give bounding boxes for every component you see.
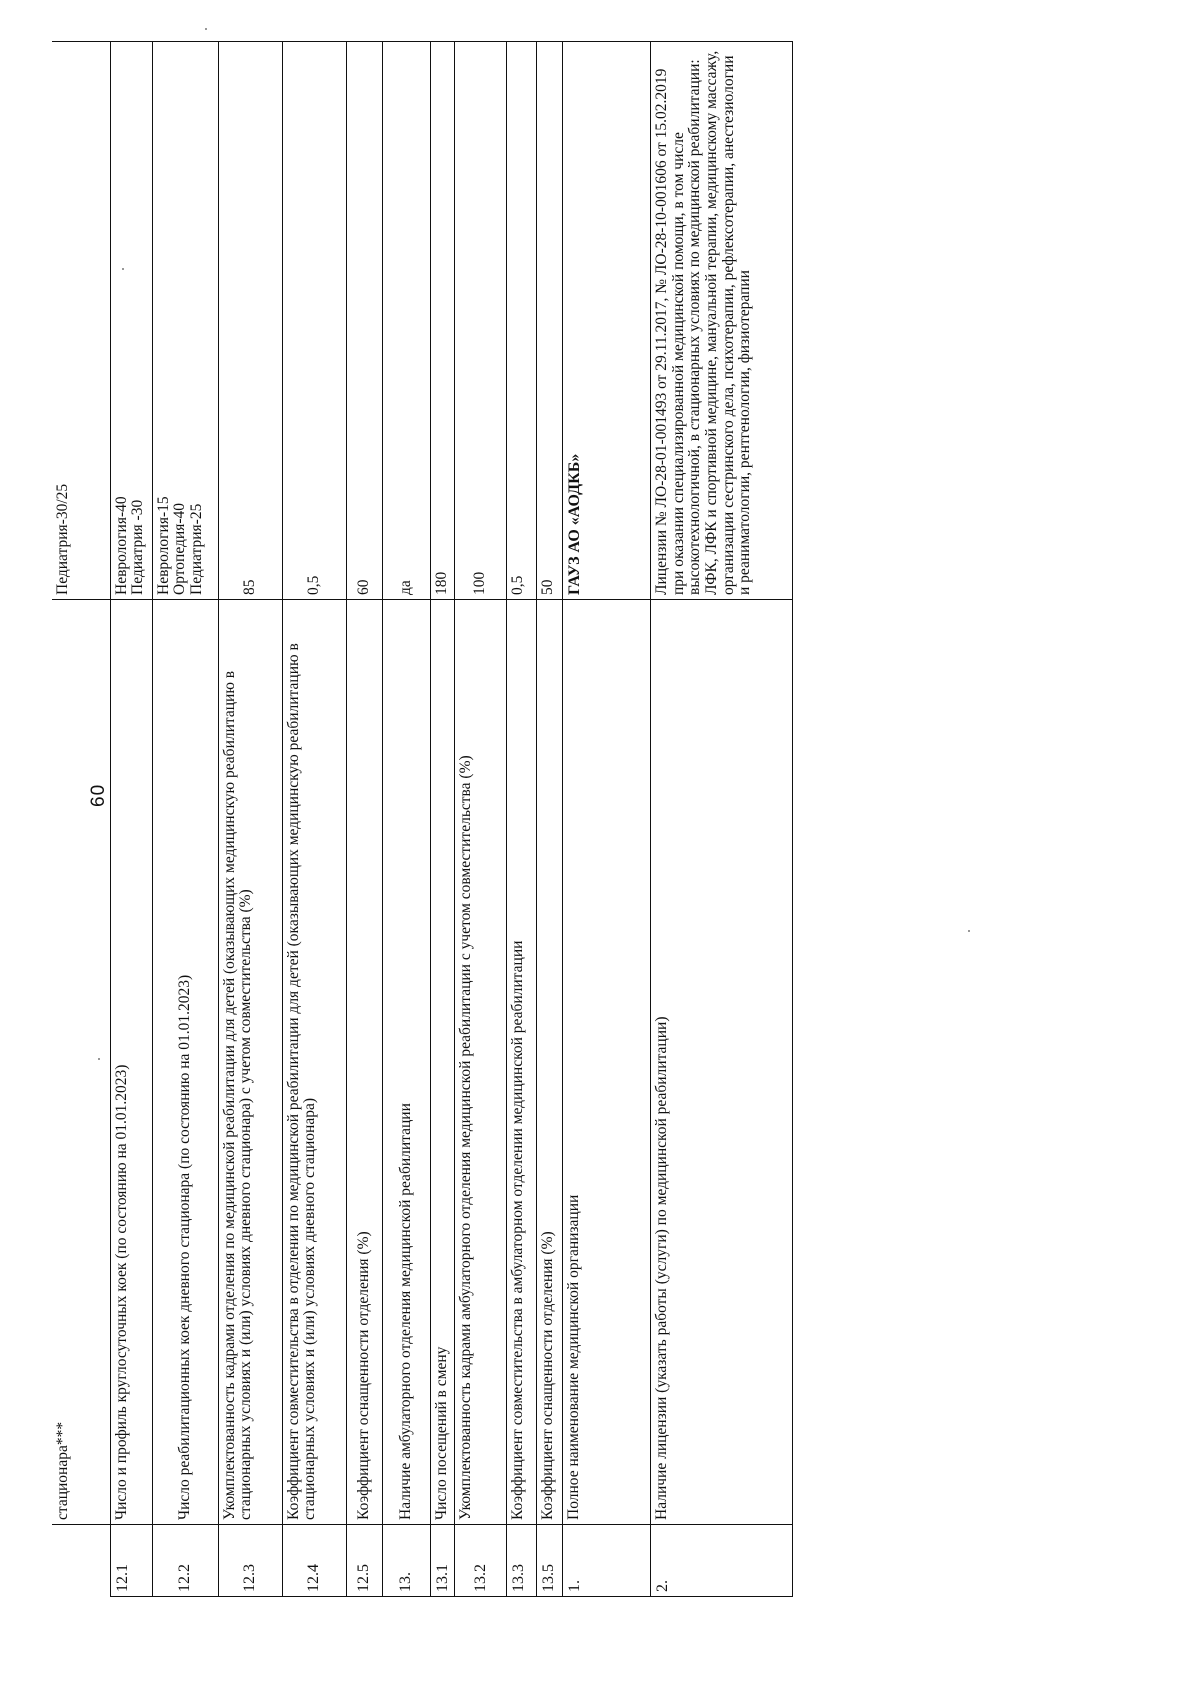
- indicator-cell: Коэффициент совместительства в отделении по медицинской реабилитации для детей (оказывающих медицинскую реабилитацию в стационарных условиях и (или) условиях дневного стационара): [282, 600, 346, 1525]
- row-number: [52, 1525, 110, 1597]
- indicator-cell: Укомплектованность кадрами отделения по медицинской реабилитации для детей (оказывающих медицинскую реабилитацию в стационарных условиях и (или) условиях дневного стационара) с учетом совместительства (%): [218, 600, 282, 1525]
- table-row: [346, 42, 382, 1597]
- table-row: [218, 42, 282, 1597]
- row-number: 13.: [382, 1525, 430, 1597]
- value-line: Ортопедия-40: [171, 502, 189, 595]
- table-row: [562, 42, 650, 1597]
- table-row: [430, 42, 454, 1597]
- indicator-cell: Укомплектованность кадрами амбулаторного отделения медицинской реабилитации с учетом совместительства (%): [454, 600, 506, 1525]
- table-row: [152, 42, 218, 1597]
- table-row: [382, 42, 430, 1597]
- value-line: Педиатрия-25: [187, 503, 205, 595]
- table-row: [110, 42, 152, 1597]
- value-cell: 0,5: [506, 42, 536, 600]
- scan-speck: [968, 930, 970, 932]
- indicator-cell: Полное наименование медицинской организации: [562, 600, 650, 1525]
- value-cell: 60: [346, 42, 382, 600]
- table-row: [52, 42, 110, 1597]
- row-number: 12.4: [282, 1525, 346, 1597]
- organization-name: ГАУЗ АО «АОДКБ»: [562, 42, 650, 600]
- indicator-cell: Наличие лицензии (указать работы (услуги) по медицинской реабилитации): [650, 600, 792, 1525]
- row-number: 13.2: [454, 1525, 506, 1597]
- row-number: 1.: [562, 1525, 650, 1597]
- table-row: [282, 42, 346, 1597]
- rehabilitation-table: [52, 41, 793, 1597]
- value-cell: 50: [536, 42, 562, 600]
- row-number: 12.5: [346, 1525, 382, 1597]
- indicator-cell: Коэффициент оснащенности отделения (%): [346, 600, 382, 1525]
- value-cell: 85: [218, 42, 282, 600]
- value-line: Неврология-15: [154, 496, 172, 595]
- indicator-cell: Число посещений в смену: [430, 600, 454, 1525]
- value-cell: [152, 42, 218, 600]
- row-number: 12.2: [152, 1525, 218, 1597]
- value-cell: 180: [430, 42, 454, 600]
- scan-speck: [98, 1058, 100, 1060]
- license-text: Лицензии № ЛО-28-01-001493 от 29.11.2017, № ЛО-28-10-001606 от 15.02.2019 при оказании специализированной медицинской помощи, в том числе высокотехнологичной, в стационарных условиях по медицинской реабилитации: ЛФК, ЛФК и спортивной медицине, мануальной терапии, медицинскому массажу, организации сестринского дела, психотерапии, рефлексотерапии, анестезиологии и реаниматологии, рентгенологии, физиотерапии: [650, 42, 792, 600]
- value-cell: 100: [454, 42, 506, 600]
- row-number: 2.: [650, 1525, 792, 1597]
- value-cell: Педиатрия-30/25: [52, 42, 110, 600]
- row-number: 12.3: [218, 1525, 282, 1597]
- value-cell: да: [382, 42, 430, 600]
- table-row: [536, 42, 562, 1597]
- indicator-cell: Коэффициент совместительства в амбулаторном отделении медицинской реабилитации: [506, 600, 536, 1525]
- indicator-cell: Наличие амбулаторного отделения медицинской реабилитации: [382, 600, 430, 1525]
- row-number: 12.1: [110, 1525, 152, 1597]
- table-row: [650, 42, 792, 1597]
- value-line: Педиатрия -30: [129, 499, 147, 595]
- indicator-cell: Число реабилитационных коек дневного стационара (по состоянию на 01.01.2023): [152, 600, 218, 1525]
- table-row: [454, 42, 506, 1597]
- indicator-cell: стационара***: [52, 600, 110, 1525]
- row-number: 13.3: [506, 1525, 536, 1597]
- row-number: 13.5: [536, 1525, 562, 1597]
- row-number: 13.1: [430, 1525, 454, 1597]
- indicator-cell: Коэффициент оснащенности отделения (%): [536, 600, 562, 1525]
- table-row: [506, 42, 536, 1597]
- value-line: Неврология-40: [112, 496, 130, 595]
- scan-speck: [122, 268, 124, 270]
- scan-speck: [205, 28, 207, 30]
- value-cell: [110, 42, 152, 600]
- value-cell: 0,5: [282, 42, 346, 600]
- indicator-cell: Число и профиль круглосуточных коек (по состоянию на 01.01.2023): [110, 600, 152, 1525]
- page-number: 60: [88, 783, 109, 807]
